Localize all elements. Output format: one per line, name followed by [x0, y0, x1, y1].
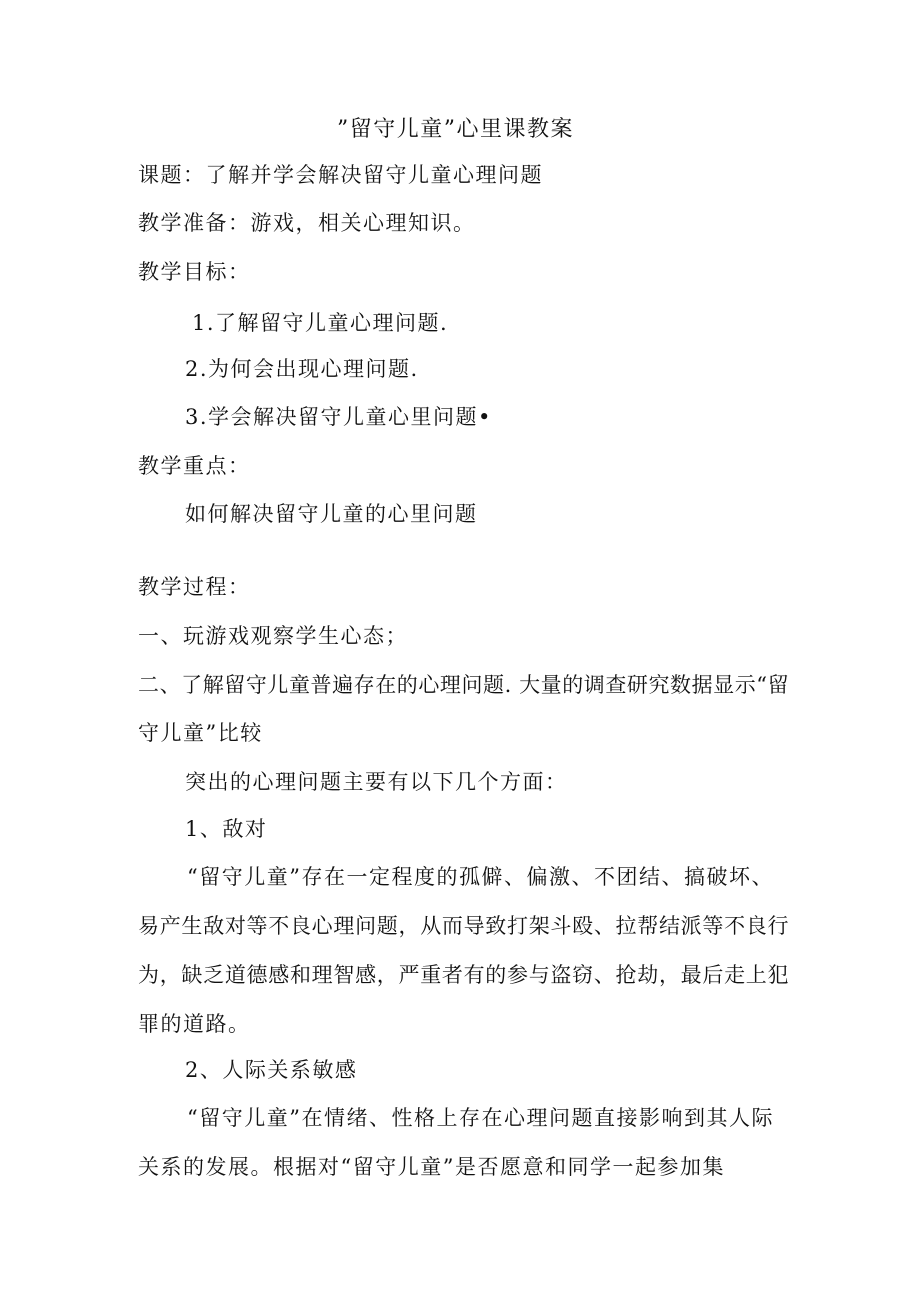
objective-item: 1.了解留守儿童心理问题. — [192, 311, 449, 335]
section-1-paragraph-line: 罪的道路。 — [138, 1012, 251, 1036]
process-step-1: 一、玩游戏观察学生心态； — [138, 624, 408, 648]
section-1-paragraph-line: 为，缺乏道德感和理智感，严重者有的参与盗窃、抢劫，最后走上犯 — [138, 963, 790, 987]
section-1-paragraph-line: 易产生敌对等不良心理问题，从而导致打架斗殴、拉帮结派等不良行 — [138, 914, 790, 938]
process-step-2-line-1: 二、了解留守儿童普遍存在的心理问题. 大量的调查研究数据显示“留 — [138, 673, 790, 697]
objective-item: 2.为何会出现心理问题. — [185, 357, 419, 381]
section-1-heading: 1、敌对 — [185, 817, 268, 841]
preparation-line: 教学准备：游戏，相关心理知识。 — [138, 211, 476, 235]
process-heading: 教学过程： — [138, 575, 251, 599]
document-title: ”留守儿童”心里课教案 — [337, 117, 574, 142]
topic-line: 课题：了解并学会解决留守儿童心理问题 — [138, 163, 543, 187]
objectives-heading: 教学目标： — [138, 260, 251, 284]
section-1-paragraph-line: “留守儿童”存在一定程度的孤僻、偏激、不团结、搞破坏、 — [187, 865, 774, 889]
section-2-paragraph-line: 关系的发展。根据对“留守儿童”是否愿意和同学一起参加集 — [138, 1155, 725, 1179]
section-2-paragraph-line: “留守儿童”在情绪、性格上存在心理问题直接影响到其人际 — [187, 1106, 774, 1130]
process-step-2-line-2: 守儿童”比较 — [138, 721, 263, 745]
key-point-heading: 教学重点： — [138, 454, 251, 478]
objective-item: 3.学会解决留守儿童心里问题• — [185, 405, 492, 429]
process-step-2-line-3: 突出的心理问题主要有以下几个方面： — [185, 770, 568, 794]
key-point-text: 如何解决留守儿童的心里问题 — [185, 502, 478, 526]
section-2-heading: 2、人际关系敏感 — [185, 1058, 358, 1082]
